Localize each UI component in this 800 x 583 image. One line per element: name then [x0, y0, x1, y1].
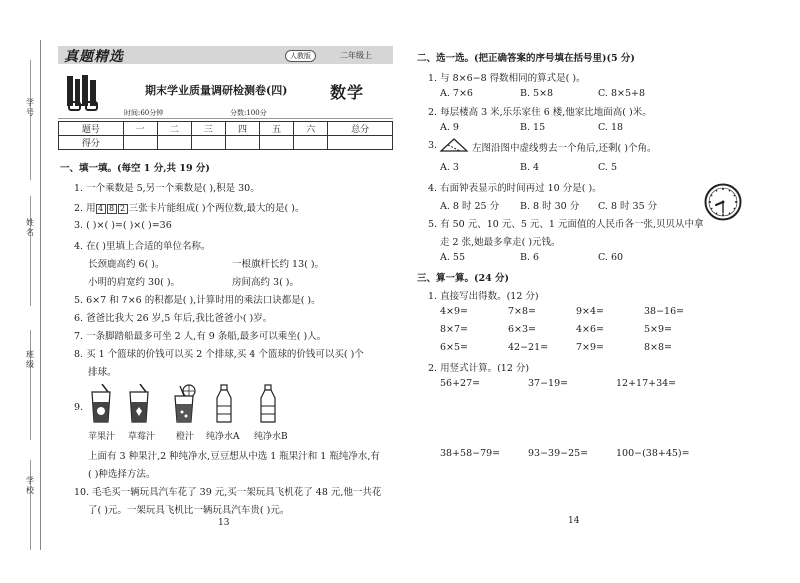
orange-juice-icon — [172, 384, 198, 424]
score-table-header-row — [59, 122, 393, 136]
page-number-right: 14 — [568, 516, 580, 526]
drink-label-strawberry: 草莓汁 — [128, 432, 156, 442]
grade-label: 二年级上 — [340, 51, 372, 60]
vertical-calc-item: 93−39−25= — [528, 448, 589, 459]
direct-calc-item: 8×8= — [644, 342, 673, 353]
choice-3-option-c: C. 5 — [598, 162, 618, 173]
section-multiple-choice: 二、选一选。(把正确答案的序号填在括号里)(5 分) — [417, 53, 635, 64]
question-10-line-2: 了( )元。一架玩具飞机比一辆玩具汽车贵( )元。 — [88, 505, 290, 516]
glasses-icon — [68, 100, 98, 112]
question-10-line-1: 10. 毛毛买一辆玩具汽车花了 39 元,买一架玩具飞机花了 48 元,他一共花 — [74, 487, 382, 498]
direct-calc-item: 7×9= — [576, 342, 605, 353]
vertical-calc-item: 37−19= — [528, 378, 569, 389]
question-2-text: 三张卡片能组成( )个两位数,最大的是( )。 — [128, 203, 305, 214]
direct-calc-item: 8×7= — [440, 324, 469, 335]
water-bottle-b-icon — [258, 384, 278, 424]
calc-vertical-title: 2. 用竖式计算。(12 分) — [428, 363, 530, 374]
section-calculate: 三、算一算。(24 分) — [417, 273, 510, 284]
clock-icon — [704, 183, 742, 221]
direct-calc-item: 5×9= — [644, 324, 673, 335]
choice-2: 2. 每层楼高 3 米,乐乐家住 6 楼,他家比地面高( )米。 — [428, 107, 652, 118]
edition-badge: 人教版 — [285, 50, 316, 62]
question-2-prefix: 2. 用 — [74, 203, 96, 214]
score-table-score-row — [59, 136, 393, 150]
banner-title: 真题精选 — [64, 49, 124, 65]
direct-calc-item: 38−16= — [644, 306, 685, 317]
side-label-student-id: 学号 — [26, 98, 34, 117]
choice-2-option-c: C. 18 — [598, 122, 624, 133]
score-cell: 一 — [123, 122, 157, 136]
score-cell: 二 — [157, 122, 191, 136]
question-8-line-1: 8. 买 1 个篮球的价钱可以买 2 个排球,买 4 个篮球的价钱可以买( )个 — [74, 349, 364, 360]
question-2 — [74, 200, 304, 214]
choice-5-option-c: C. 60 — [598, 252, 624, 263]
score-table — [58, 121, 393, 150]
question-7: 7. 一条脚踏船最多可坐 2 人,有 9 条船,最多可以乘坐( )人。 — [74, 331, 327, 342]
choice-3-number: 3. — [428, 140, 438, 151]
drink-label-apple: 苹果汁 — [88, 432, 116, 442]
choice-4-option-b: B. 8 时 30 分 — [520, 201, 580, 212]
question-4a: 长颈鹿高约 6( )。 — [88, 259, 165, 270]
vertical-calc-item: 12+17+34= — [616, 378, 677, 389]
drink-label-water-b: 纯净水B — [254, 432, 288, 442]
score-cell: 六 — [294, 122, 328, 136]
question-4b: 一根旗杆长约 13( )。 — [232, 259, 325, 270]
question-1: 1. 一个乘数是 5,另一个乘数是( ),积是 30。 — [74, 183, 260, 194]
choice-5-line-1: 5. 有 50 元、10 元、5 元、1 元面值的人民币各一张,贝贝从中拿 — [428, 219, 704, 230]
exam-title: 期末学业质量调研检测卷(四) — [145, 84, 288, 97]
choice-1-option-c: C. 8×5+8 — [598, 88, 646, 99]
score-cell: 四 — [225, 122, 259, 136]
choice-1: 1. 与 8×6−8 得数相同的算式是( )。 — [428, 73, 586, 84]
digit-card: 8 — [107, 204, 117, 214]
binding-rule — [30, 196, 31, 306]
binding-rule — [30, 60, 31, 180]
choice-5-line-2: 走 2 张,她最多拿走( )元钱。 — [440, 237, 561, 248]
choice-3: 左图沿图中虚线剪去一个角后,还剩( )个角。 — [472, 143, 657, 154]
choice-4-option-c: C. 8 时 35 分 — [598, 201, 658, 212]
choice-4-option-a: A. 8 时 25 分 — [440, 201, 500, 212]
score-cell: 三 — [191, 122, 225, 136]
time-limit: 时间:60分钟 — [124, 109, 164, 117]
page-number-left: 13 — [218, 518, 230, 528]
strawberry-juice-icon — [128, 384, 150, 424]
choice-2-option-a: A. 9 — [440, 122, 459, 133]
direct-calc-item: 6×5= — [440, 342, 469, 353]
score-input-cell[interactable] — [294, 136, 328, 150]
direct-calc-item: 4×6= — [576, 324, 605, 335]
direct-calc-item: 7×8= — [508, 306, 537, 317]
digit-card: 2 — [118, 204, 128, 214]
side-label-class: 班级 — [26, 350, 34, 369]
score-input-cell[interactable] — [123, 136, 157, 150]
vertical-calc-item: 38+58−79= — [440, 448, 501, 459]
question-5: 5. 6×7 和 7×6 的积都是( ),计算时用的乘法口诀都是( )。 — [74, 295, 321, 306]
side-label-name: 姓名 — [26, 218, 34, 237]
vertical-calc-item: 100−(38+45)= — [616, 448, 690, 459]
score-input-cell[interactable] — [328, 136, 393, 150]
question-9-line-1: 上面有 3 种果汁,2 种纯净水,豆豆想从中选 1 瓶果汁和 1 瓶纯净水,有 — [88, 451, 380, 462]
score-cell: 题号 — [59, 122, 124, 136]
binding-rule — [30, 460, 31, 550]
binding-margin-line — [40, 40, 41, 550]
score-input-cell[interactable] — [260, 136, 294, 150]
total-score: 分数:100分 — [230, 109, 267, 117]
choice-2-option-b: B. 15 — [520, 122, 546, 133]
direct-calc-item: 42−21= — [508, 342, 549, 353]
apple-juice-icon — [90, 384, 112, 424]
choice-3-option-a: A. 3 — [440, 162, 459, 173]
choice-1-option-b: B. 5×8 — [520, 88, 554, 99]
score-input-cell[interactable] — [191, 136, 225, 150]
question-8-line-2: 排球。 — [88, 367, 117, 378]
question-4: 4. 在( )里填上合适的单位名称。 — [74, 241, 211, 252]
direct-calc-item: 9×4= — [576, 306, 605, 317]
question-6: 6. 爸爸比我大 26 岁,5 年后,我比爸爸小( )岁。 — [74, 313, 273, 324]
question-9-number: 9. — [74, 402, 84, 413]
vertical-calc-item: 56+27= — [440, 378, 481, 389]
score-cell: 得分 — [59, 136, 124, 150]
drink-label-orange: 橙汁 — [176, 432, 195, 442]
binding-rule — [30, 330, 31, 440]
score-cell: 五 — [260, 122, 294, 136]
section-fill-blank: 一、填一填。(每空 1 分,共 19 分) — [60, 163, 210, 174]
drink-label-water-a: 纯净水A — [206, 432, 240, 442]
side-label-school: 学校 — [26, 476, 34, 495]
choice-3-option-b: B. 4 — [520, 162, 540, 173]
calc-direct-title: 1. 直接写出得数。(12 分) — [428, 291, 539, 302]
choice-5-option-a: A. 55 — [440, 252, 465, 263]
choice-5-option-b: B. 6 — [520, 252, 540, 263]
choice-4: 4. 右面钟表显示的时间再过 10 分是( )。 — [428, 183, 602, 194]
choice-1-option-a: A. 7×6 — [440, 88, 473, 99]
question-9-line-2: ( )种选择方法。 — [88, 469, 156, 480]
water-bottle-a-icon — [214, 384, 234, 424]
direct-calc-item: 6×3= — [508, 324, 537, 335]
question-4d: 房间高约 3( )。 — [232, 277, 299, 288]
direct-calc-item: 4×9= — [440, 306, 469, 317]
score-input-cell[interactable] — [157, 136, 191, 150]
question-3: 3. ( )×( )=( )×( )=36 — [74, 220, 172, 231]
score-input-cell[interactable] — [225, 136, 259, 150]
subject-title: 数学 — [330, 83, 365, 102]
digit-card: 4 — [96, 204, 106, 214]
header-divider — [58, 118, 393, 119]
question-4c: 小明的肩宽约 30( )。 — [88, 277, 181, 288]
triangle-icon — [439, 138, 469, 152]
score-cell: 总分 — [328, 122, 393, 136]
